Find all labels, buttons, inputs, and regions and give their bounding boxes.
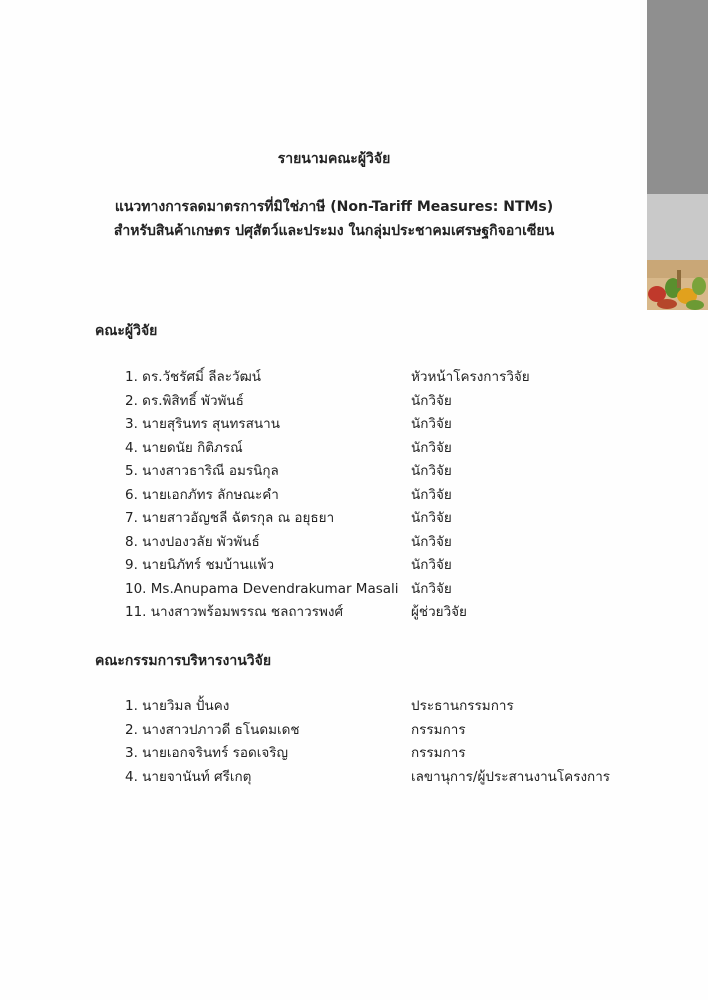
member-name: 2. ดร.พิสิทธิ์ พัวพันธ์	[125, 392, 244, 409]
member-role: เลขานุการ/ผู้ประสานงานโครงการ	[411, 768, 611, 785]
researchers-heading: คณะผู้วิจัย	[95, 323, 158, 339]
member-name: 7. นายสาวอัญชลี ฉัตรกุล ณ อยุธยา	[125, 510, 335, 526]
project-title-line2: สำหรับสินค้าเกษตร ปศุสัตว์และประมง ในกลุ่มประชาคมเศรษฐกิจอาเซียน	[113, 223, 555, 239]
member-name: 8. นางปองวลัย พัวพันธ์	[125, 533, 260, 550]
member-role: นักวิจัย	[411, 510, 452, 526]
member-role: นักวิจัย	[411, 439, 452, 456]
member-role: ประธานกรรมการ	[411, 698, 514, 714]
member-name: 4. นายดนัย กิติภรณ์	[125, 439, 243, 456]
member-name: 2. นางสาวปภาวดี ธโนดมเดช	[125, 721, 300, 738]
member-role: หัวหน้าโครงการวิจัย	[411, 369, 530, 385]
member-role: นักวิจัย	[411, 533, 452, 550]
member-role: นักวิจัย	[411, 486, 452, 503]
member-name: 1. ดร.วัชรัศมิ์ ลีละวัฒน์	[125, 369, 262, 385]
member-name: 3. นายสุรินทร สุนทรสนาน	[125, 416, 280, 432]
member-name: 3. นายเอกจรินทร์ รอดเจริญ	[125, 745, 289, 761]
member-role: กรรมการ	[411, 745, 466, 761]
vegetables-image	[647, 260, 708, 310]
project-title-line1: แนวทางการลดมาตรการที่มิใช่ภาษี (Non-Tariff Measures: NTMs)	[114, 199, 554, 215]
member-role: นักวิจัย	[411, 416, 452, 432]
member-role: นักวิจัย	[411, 392, 452, 409]
member-role: นักวิจัย	[411, 580, 452, 597]
member-role: กรรมการ	[411, 721, 466, 738]
member-name: 4. นายจานันท์ ศรีเกตุ	[125, 768, 252, 785]
member-name: 6. นายเอกภัทร ลักษณะคำ	[125, 486, 279, 503]
member-role: นักวิจัย	[411, 557, 452, 573]
member-name: 11. นางสาวพร้อมพรรณ ชลถาวรพงศ์	[125, 604, 344, 620]
member-role: ผู้ช่วยวิจัย	[411, 604, 467, 620]
committee-heading: คณะกรรมการบริหารงานวิจัย	[95, 653, 272, 669]
member-role: นักวิจัย	[411, 463, 452, 479]
member-name: 5. นางสาวธาริณี อมรนิกุล	[125, 463, 279, 479]
member-name: 10. Ms.Anupama Devendrakumar Masali	[125, 580, 399, 597]
member-name: 9. นายนิภัทร์ ชมบ้านแพ้ว	[125, 557, 275, 573]
member-name: 1. นายวิมล ปั้นคง	[125, 698, 230, 714]
page-title: รายนามคณะผู้วิจัย	[277, 151, 391, 167]
